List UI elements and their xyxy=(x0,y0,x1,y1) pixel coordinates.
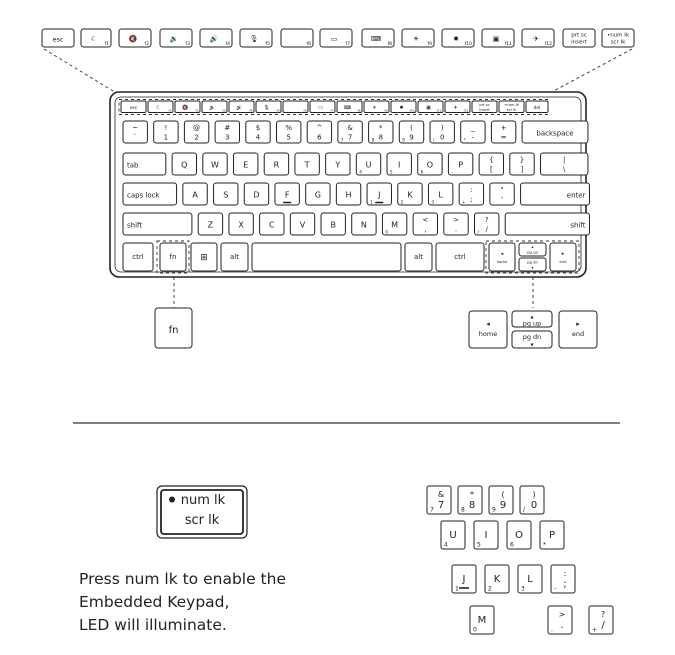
key-home xyxy=(489,243,515,271)
key-u-keypad-label: 4 xyxy=(359,169,362,175)
key-quote-top: " xyxy=(500,186,504,194)
key-comma-bottom: , xyxy=(424,225,427,234)
kbd-key-prtsc-sublabel: insert xyxy=(479,108,490,112)
keypad-key-9-top: ( xyxy=(501,490,505,499)
callout-pgdn-arrow-icon: ▾ xyxy=(530,341,534,349)
callout-fn-label: fn xyxy=(168,325,179,336)
kbd-key-f10-sublabel: f10 xyxy=(409,108,415,113)
key-slash-keypad-label: / xyxy=(477,229,479,235)
key-8-top: * xyxy=(379,124,383,132)
kbd-key-f12-sublabel: f12 xyxy=(463,108,469,113)
key-7-bottom: 7 xyxy=(347,133,353,142)
key-backslash-top: | xyxy=(563,156,566,164)
key-minus-bottom: - xyxy=(471,133,475,142)
key-h-label: H xyxy=(345,190,352,200)
keypad-key-semicolon-bottom: ; xyxy=(563,579,567,590)
leader-line-left xyxy=(44,49,118,94)
key-tab-label: tab xyxy=(127,161,139,170)
key-pgup-label: pg up xyxy=(527,249,538,255)
keypad-key-j-label: J xyxy=(462,574,466,585)
key-period-bottom: . xyxy=(454,225,458,234)
key-0-bottom: 0 xyxy=(439,133,445,142)
strip-key-f9-sublabel: f9 xyxy=(427,42,432,47)
key-2-top: @ xyxy=(193,124,201,132)
key-m-keypad-label: 0 xyxy=(385,229,388,235)
key-pgdn-label: pg dn xyxy=(527,259,538,265)
key-p-keypad-label: - xyxy=(451,169,453,175)
key-q-label: Q xyxy=(181,160,188,170)
embedded-keypad xyxy=(427,486,613,634)
key-equals-top: + xyxy=(500,124,507,132)
key-quote-bottom: ' xyxy=(501,195,504,204)
callout-end-label: end xyxy=(571,330,585,338)
callout-pgup-arrow-icon: ▴ xyxy=(530,313,534,321)
keypad-key-o-label: O xyxy=(515,530,523,541)
strip-key-f8-sublabel: f8 xyxy=(387,42,392,47)
keypad-key-j-keypad-label: 1 xyxy=(455,585,459,593)
key-m-label: M xyxy=(391,220,399,230)
kbd-mute-icon: 🔇 xyxy=(182,105,189,111)
key-ctrl-left-label: ctrl xyxy=(132,253,144,261)
volume-up-icon: 🔊 xyxy=(209,35,219,43)
strip-key-f3-sublabel: f3 xyxy=(185,42,190,47)
windows-logo-icon: ⊞ xyxy=(200,253,208,263)
keypad-key-period-top: > xyxy=(558,610,566,619)
kbd-display-icon: ▭ xyxy=(318,105,323,111)
screen-lock-icon: ▣ xyxy=(492,35,500,43)
kbd-key-f11-sublabel: f11 xyxy=(436,108,442,113)
keypad-key-8-top: * xyxy=(470,490,474,499)
key-r-label: R xyxy=(273,160,280,170)
key-rshift-label: shift xyxy=(570,221,586,230)
key-1-bottom: 1 xyxy=(163,133,169,142)
keypad-key-m-label: M xyxy=(477,615,487,626)
key-9-bottom: 9 xyxy=(409,133,414,142)
keypad-key-period-bottom: . xyxy=(560,620,564,631)
num-lock-key-large xyxy=(157,486,247,538)
kbd-key-f1-sublabel: f1 xyxy=(168,108,172,113)
key-enter-label: enter xyxy=(566,191,586,200)
kbd-key-numlk-label: •num lk xyxy=(504,103,519,107)
key-w-label: W xyxy=(211,160,219,170)
keypad-key-8-bottom: 8 xyxy=(468,500,476,511)
kbd-key-f9-sublabel: f9 xyxy=(384,108,388,113)
key-g-label: G xyxy=(314,190,321,200)
kbd-brightness-up-icon: ✹ xyxy=(399,105,404,111)
keypad-key-p-keypad-label: * xyxy=(543,541,546,549)
key-6-top: ^ xyxy=(316,124,323,132)
key-5-top: % xyxy=(285,124,293,132)
keypad-key-8-keypad-label: 8 xyxy=(461,506,465,514)
key-p-label: P xyxy=(458,160,464,170)
keypad-key-slash-top: ? xyxy=(600,610,606,619)
strip-key-f7-sublabel: f7 xyxy=(345,42,350,47)
key-3-top: # xyxy=(224,124,231,132)
kbd-screen-lock-icon: ▣ xyxy=(426,105,431,111)
keypad-key-0-bottom: 0 xyxy=(530,500,538,511)
keypad-key-k-label: K xyxy=(493,574,501,585)
key-slash-top: ? xyxy=(484,216,489,224)
strip-key-prtsc-sublabel: insert xyxy=(571,39,587,46)
callout-pgup-label: pg up xyxy=(522,319,542,328)
key-0-top: ) xyxy=(440,124,444,132)
key-j-label: J xyxy=(378,190,381,200)
key-b-label: B xyxy=(330,220,336,230)
key-lbracket-top: { xyxy=(489,156,494,164)
kbd-key-f2-sublabel: f2 xyxy=(195,108,199,113)
key-slash-bottom: / xyxy=(485,225,488,234)
key-backslash-bottom: \ xyxy=(563,165,566,174)
strip-key-numlk-label: •num lk xyxy=(606,32,630,39)
key-7-keypad-label: 7 xyxy=(340,137,344,143)
kbd-key-del-label: del xyxy=(533,106,541,111)
key-k-label: K xyxy=(407,190,413,200)
keypad-key-7-keypad-label: 7 xyxy=(430,506,434,514)
function-key-strip xyxy=(42,29,634,47)
key-tilde-bottom: ` xyxy=(133,133,137,142)
key-c-label: C xyxy=(269,220,275,230)
key-fn-label: fn xyxy=(169,253,177,261)
key-alt-left-label: alt xyxy=(230,253,239,261)
kbd-moon-icon: ☾ xyxy=(156,105,161,111)
pgup-arrow-icon: ▴ xyxy=(531,244,534,249)
kbd-volume-down-icon: 🔉 xyxy=(209,105,216,111)
key-minus-top: _ xyxy=(471,124,475,132)
key-u-label: U xyxy=(365,160,372,170)
key-7-top: & xyxy=(347,124,353,132)
kbd-mic-mute-icon: 🎙 xyxy=(263,105,270,111)
key-backspace-label: backspace xyxy=(536,129,574,138)
brightness-down-icon: ☀ xyxy=(412,35,420,43)
keypad-key-u-keypad-label: 4 xyxy=(444,541,448,549)
key-9-top: ( xyxy=(410,124,413,132)
kbd-key-esc-label: esc xyxy=(129,106,138,111)
keypad-key-p-label: P xyxy=(548,530,556,541)
keypad-key-0-keypad-label: / xyxy=(523,506,526,514)
key-2-bottom: 2 xyxy=(194,133,199,142)
keypad-key-u-label: U xyxy=(449,530,457,541)
callout-home-arrow-icon: ◂ xyxy=(486,320,490,328)
key-semicolon-bottom: ; xyxy=(470,195,473,204)
keypad-key-m-keypad-label: 0 xyxy=(473,626,477,634)
keypad-key-7-bottom: 7 xyxy=(437,500,445,511)
home-arrow-icon: ◂ xyxy=(500,251,504,257)
keypad-key-slash-bottom: / xyxy=(601,620,605,631)
caption-line-2: Embedded Keypad, xyxy=(79,593,230,611)
strip-key-f10-sublabel: f10 xyxy=(464,42,472,47)
keypad-key-i-label: I xyxy=(484,530,488,541)
key-f-label: F xyxy=(284,190,290,200)
key-space xyxy=(252,243,401,271)
key-rbracket-top: } xyxy=(519,156,525,164)
key-home-label: home xyxy=(496,259,508,264)
key-4-top: $ xyxy=(255,124,261,132)
keypad-caption xyxy=(79,568,379,637)
key-period-keypad-label: . xyxy=(446,229,449,235)
airplane-icon: ✈ xyxy=(533,35,539,43)
strip-key-f5-sublabel: f5 xyxy=(265,42,270,47)
key-o-keypad-label: 6 xyxy=(420,169,424,175)
moon-icon: ☾ xyxy=(90,35,98,43)
mute-icon: 🔇 xyxy=(128,35,138,43)
key-period-top: > xyxy=(453,216,459,224)
keypad-key-slash-keypad-label: + xyxy=(592,626,598,634)
key-end xyxy=(550,243,576,271)
kbd-key-f3-sublabel: f3 xyxy=(222,108,226,113)
callout-end-arrow-icon: ▸ xyxy=(576,320,580,328)
callout-home-label: home xyxy=(478,330,498,338)
key-k-keypad-label: 2 xyxy=(400,199,404,205)
key-0-keypad-label: / xyxy=(433,137,435,143)
kbd-key-f5-sublabel: f5 xyxy=(276,108,280,113)
keypad-key-l-keypad-label: 3 xyxy=(521,585,525,593)
kbd-key-f8-sublabel: f8 xyxy=(357,108,361,113)
kbd-keyboard-light-icon: ⌨ xyxy=(343,105,352,111)
numlk-key-label: num lk xyxy=(180,493,226,508)
key-l-label: L xyxy=(438,190,443,200)
key-j-keypad-label: 1 xyxy=(370,199,373,205)
key-z-label: Z xyxy=(207,220,214,230)
key-lshift-label: shift xyxy=(127,221,143,230)
strip-key-f6-sublabel: f6 xyxy=(306,42,311,47)
strip-key-f4-sublabel: f4 xyxy=(225,42,230,47)
kbd-key-f6-sublabel: f6 xyxy=(303,108,307,113)
strip-key-f2-sublabel: f2 xyxy=(144,42,149,47)
key-s-label: S xyxy=(223,190,229,200)
caption-line-1: Press num lk to enable the xyxy=(79,570,286,588)
key-n-label: N xyxy=(360,220,367,230)
strip-key-f1-sublabel: f1 xyxy=(104,42,109,47)
kbd-key-numlk-sublabel: scr lk xyxy=(506,108,517,112)
navigation-callout xyxy=(155,308,597,349)
key-5-bottom: 5 xyxy=(286,133,291,142)
key-d-label: D xyxy=(253,190,260,200)
numlk-led-icon xyxy=(169,497,175,503)
key-rbracket-bottom: ] xyxy=(520,165,524,174)
key-lbracket-bottom: [ xyxy=(489,165,493,174)
pgdn-arrow-icon: ▾ xyxy=(531,265,534,270)
keypad-key-semicolon-keypad-label: - xyxy=(554,585,557,593)
strip-key-f11-sublabel: f11 xyxy=(504,42,512,47)
keypad-key-l-label: L xyxy=(527,574,533,585)
kbd-volume-up-icon: 🔊 xyxy=(236,105,243,111)
key-comma-top: < xyxy=(422,216,429,224)
key-semicolon-top: : xyxy=(470,186,473,194)
key-t-label: T xyxy=(304,160,310,170)
key-8-keypad-label: 8 xyxy=(371,137,375,143)
key-8-bottom: 8 xyxy=(378,133,384,142)
key-e-label: E xyxy=(243,160,249,170)
kbd-brightness-down-icon: ☀ xyxy=(372,105,377,111)
keyboard-light-icon: ⌨ xyxy=(370,35,382,43)
key-semicolon-keypad-label: + xyxy=(462,199,466,205)
key-l-keypad-label: 3 xyxy=(431,199,435,205)
key-1-top: ! xyxy=(164,124,168,132)
scrlk-key-label: scr lk xyxy=(184,513,220,528)
keypad-key-period-keypad-label: . xyxy=(551,626,553,634)
leader-line-right xyxy=(548,49,632,94)
key-a-label: A xyxy=(192,190,198,200)
key-equals-bottom: = xyxy=(500,133,507,142)
kbd-airplane-icon: ✈ xyxy=(453,105,458,111)
key-i-label: I xyxy=(398,160,401,170)
key-o-label: O xyxy=(426,160,434,170)
kbd-key-prtsc-label: prt sc xyxy=(479,103,490,107)
key-y-label: Y xyxy=(335,160,341,170)
keypad-key-o-keypad-label: 6 xyxy=(510,541,514,549)
keypad-key-k-keypad-label: 2 xyxy=(488,585,492,593)
key-ctrl-right-label: ctrl xyxy=(454,253,466,261)
key-i-keypad-label: 5 xyxy=(390,169,393,175)
key-end-label: end xyxy=(559,259,567,264)
strip-key-prtsc-label: prt sc xyxy=(571,32,587,39)
keypad-key-9-keypad-label: 9 xyxy=(492,506,496,514)
key-minus-keypad-label: * xyxy=(463,137,466,143)
callout-pgdn-label: pg dn xyxy=(522,333,542,341)
keypad-key-semicolon-top: : xyxy=(563,569,567,578)
mic-mute-icon: 🎙 xyxy=(249,35,259,43)
strip-key-numlk-sublabel: scr lk xyxy=(610,39,626,46)
key-3-bottom: 3 xyxy=(225,133,230,142)
key-capslock-label: caps lock xyxy=(127,191,160,200)
keypad-key-i-keypad-label: 5 xyxy=(477,541,481,549)
end-arrow-icon: ▸ xyxy=(561,251,565,257)
volume-down-icon: 🔉 xyxy=(169,35,179,43)
keypad-key-7-top: & xyxy=(437,490,445,499)
key-9-keypad-label: 9 xyxy=(402,137,405,143)
kbd-key-f7-sublabel: f7 xyxy=(330,108,334,113)
key-6-bottom: 6 xyxy=(317,133,322,142)
key-x-label: X xyxy=(238,220,244,230)
brightness-up-icon: ✹ xyxy=(453,35,459,43)
display-icon: ▭ xyxy=(330,35,338,43)
keypad-key-9-bottom: 9 xyxy=(499,500,507,511)
keyboard xyxy=(110,92,589,277)
keypad-key-0-top: ) xyxy=(532,490,536,499)
caption-line-3: LED will illuminate. xyxy=(79,616,227,634)
key-alt-right-label: alt xyxy=(414,253,423,261)
strip-key-f12-sublabel: f12 xyxy=(544,42,552,47)
key-tilde-top: ~ xyxy=(132,124,139,132)
key-v-label: V xyxy=(299,220,306,230)
strip-key-esc-label: esc xyxy=(52,35,64,44)
key-4-bottom: 4 xyxy=(255,133,261,142)
kbd-key-f4-sublabel: f4 xyxy=(249,108,253,113)
